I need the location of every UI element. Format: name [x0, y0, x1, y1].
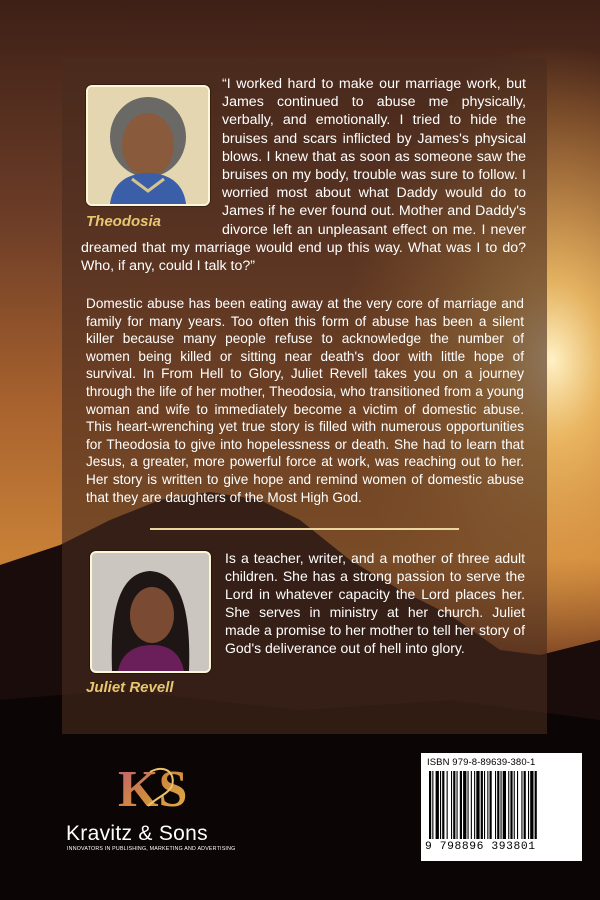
logo-monogram: KS: [118, 761, 188, 818]
section-divider: [150, 528, 459, 530]
subject-name: Theodosia: [86, 213, 162, 230]
publisher-name: Kravitz & Sons: [66, 822, 208, 845]
book-description: Domestic abuse has been eating away at the very core of marriage and family for many years. Too often this form of abuse has been a silent killer because many people refuse to acknowledge the number of women being killed or sitting near death's door with little hope of survival. In From Hell to Glory, Juliet Revell takes you on a journey through the life of her mother, Theodosia, who transitioned from a young woman and wife to immediately become a victim of domestic abuse. This heart-wrenching yet true story is filled with numerous opportunities for Theodosia to give into hopelessness or death. She had to learn that Jesus, a greater, more powerful force at work, was reaching out to her. Her story is written to give hope and remind women of domestic abuse that they are daughters of the Most High God.: [86, 296, 524, 505]
author-photo: [90, 551, 211, 673]
barcode-bars: [429, 771, 574, 843]
author-bio: Is a teacher, writer, and a mother of three adult children. She has a strong passion to serve the Lord in whatever capacity the Lord places her. She serves in ministry at her church. Juliet made a promise to her mother to tell her story of God's deliverance out of hell into glory.: [225, 550, 525, 657]
author-name: Juliet Revell: [86, 679, 174, 696]
isbn-label: ISBN 979-8-89639-380-1: [427, 757, 536, 768]
publisher-tagline: INNOVATORS IN PUBLISHING, MARKETING AND ADVERTISING: [67, 846, 236, 852]
isbn-digits: 9 798896 393801: [425, 841, 536, 853]
quote-text: “I worked hard to make our marriage work, but James continued to abuse me physically, verbally, and emotionally. I tried to hide the bruises and scars inflicted by James's physical blows. I knew that as soon as someone saw the bruises on my body, trouble was sure to follow. I worried most about what Daddy would do to James if he ever found out. Mother and Daddy's divorce left an unpleasant effect on me. I never dreamed that my marriage would end up this way. What was I to do? Who, if any, could I talk to?”: [81, 76, 526, 275]
isbn-barcode: [421, 753, 582, 861]
